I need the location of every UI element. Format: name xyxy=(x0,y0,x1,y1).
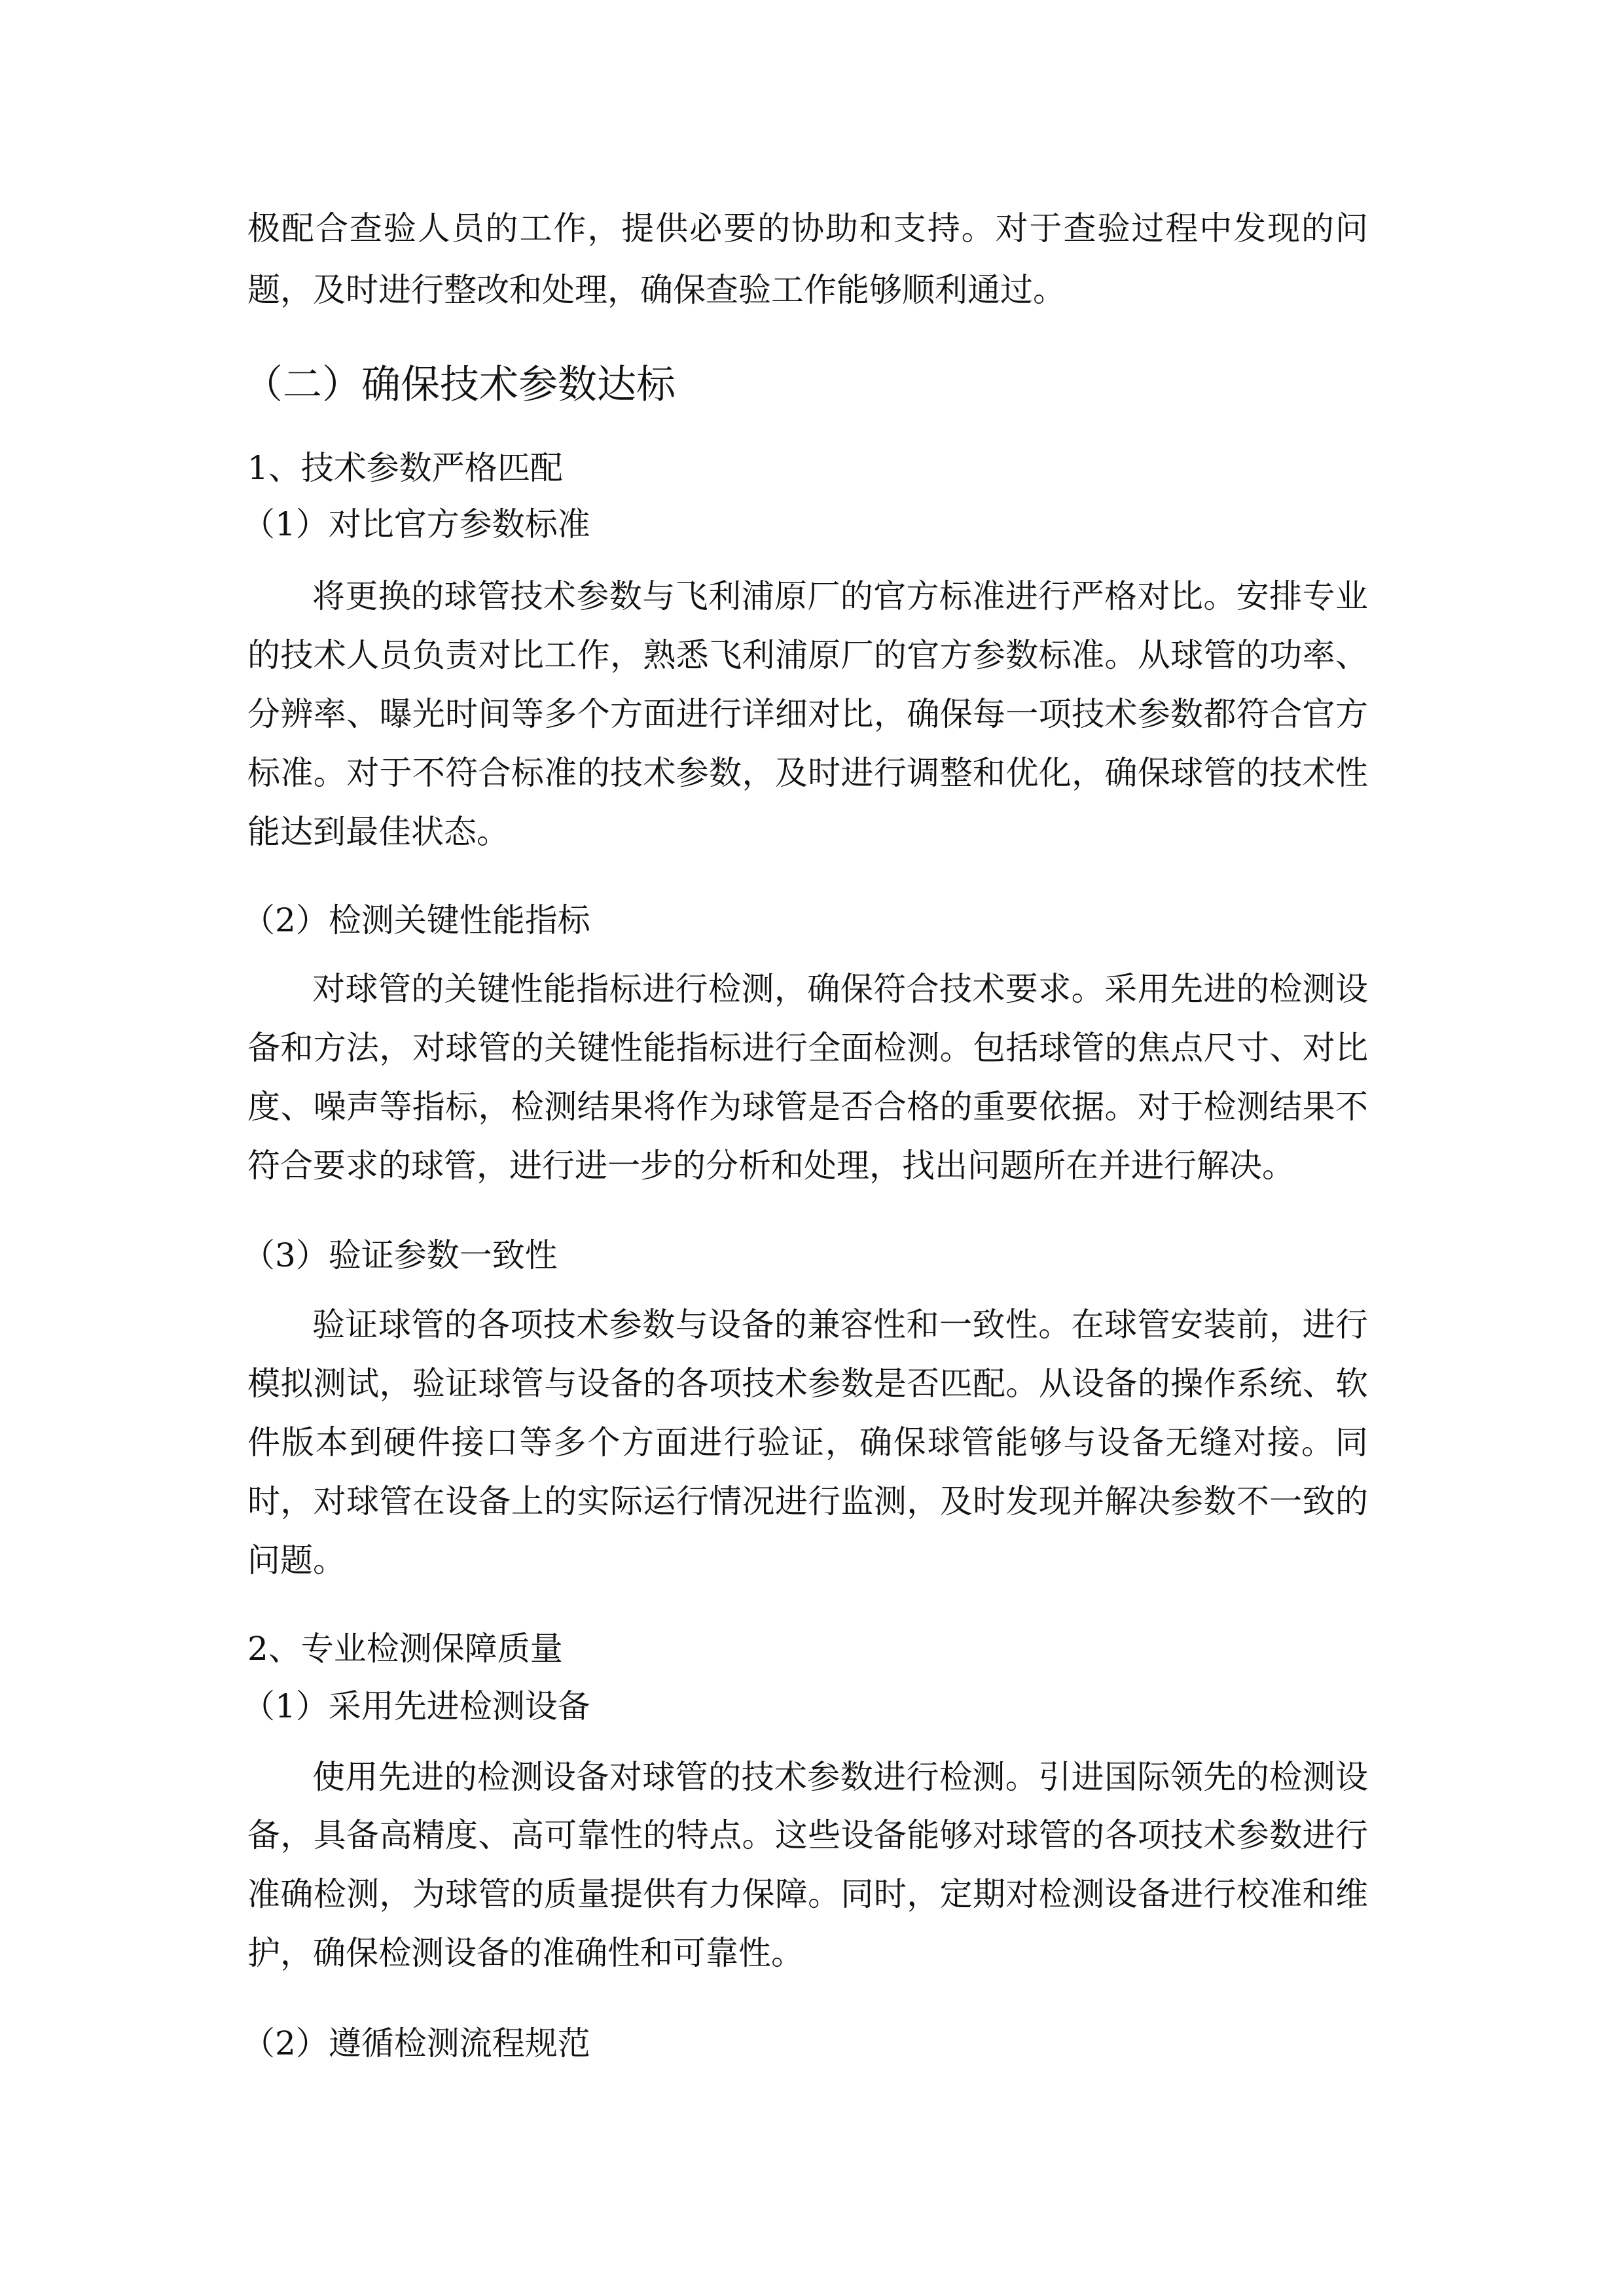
paragraph-line: 极配合查验人员的工作，提供必要的协助和支持。对于查验过程中发现的问 xyxy=(247,209,1368,247)
paragraph-line: 标准。对于不符合标准的技术参数，及时进行调整和优化，确保球管的技术性 xyxy=(247,754,1368,792)
paragraph-line: 模拟测试，验证球管与设备的各项技术参数是否匹配。从设备的操作系统、软 xyxy=(247,1365,1368,1403)
paragraph-line: 度、噪声等指标，检测结果将作为球管是否合格的重要依据。对于检测结果不 xyxy=(247,1088,1368,1126)
item-heading: （1）对比官方参数标准 xyxy=(242,505,590,543)
paragraph-line: 备，具备高精度、高可靠性的特点。这些设备能够对球管的各项技术参数进行 xyxy=(247,1816,1368,1854)
subsection-heading: 1、技术参数严格匹配 xyxy=(247,449,563,487)
paragraph-line: 时，对球管在设备上的实际运行情况进行监测，及时发现并解决参数不一致的 xyxy=(247,1482,1368,1520)
paragraph-line: 能达到最佳状态。 xyxy=(247,813,509,851)
paragraph-line: 件版本到硬件接口等多个方面进行验证，确保球管能够与设备无缝对接。同 xyxy=(247,1424,1368,1462)
paragraph-line: 将更换的球管技术参数与飞利浦原厂的官方标准进行严格对比。安排专业 xyxy=(312,577,1368,615)
paragraph-line: 问题。 xyxy=(247,1541,346,1579)
item-heading: （2）检测关键性能指标 xyxy=(242,901,590,939)
paragraph-line: 分辨率、曝光时间等多个方面进行详细对比，确保每一项技术参数都符合官方 xyxy=(247,695,1368,733)
paragraph-line: 对球管的关键性能指标进行检测，确保符合技术要求。采用先进的检测设 xyxy=(312,970,1368,1008)
paragraph-line: 验证球管的各项技术参数与设备的兼容性和一致性。在球管安装前，进行 xyxy=(312,1306,1368,1344)
paragraph-line: 护，确保检测设备的准确性和可靠性。 xyxy=(247,1934,804,1972)
item-heading: （1）采用先进检测设备 xyxy=(242,1687,590,1725)
item-heading: （2）遵循检测流程规范 xyxy=(242,2024,590,2062)
paragraph-line: 的技术人员负责对比工作，熟悉飞利浦原厂的官方参数标准。从球管的功率、 xyxy=(247,636,1368,674)
section-heading: （二）确保技术参数达标 xyxy=(244,362,676,408)
item-heading: （3）验证参数一致性 xyxy=(242,1236,558,1274)
paragraph-line: 备和方法，对球管的关键性能指标进行全面检测。包括球管的焦点尺寸、对比 xyxy=(247,1029,1368,1067)
paragraph-line: 题，及时进行整改和处理，确保查验工作能够顺利通过。 xyxy=(247,271,1066,309)
subsection-heading: 2、专业检测保障质量 xyxy=(247,1630,563,1668)
paragraph-line: 使用先进的检测设备对球管的技术参数进行检测。引进国际领先的检测设 xyxy=(312,1758,1368,1796)
paragraph-line: 准确检测，为球管的质量提供有力保障。同时，定期对检测设备进行校准和维 xyxy=(247,1875,1368,1913)
paragraph-line: 符合要求的球管，进行进一步的分析和处理，找出问题所在并进行解决。 xyxy=(247,1147,1295,1185)
